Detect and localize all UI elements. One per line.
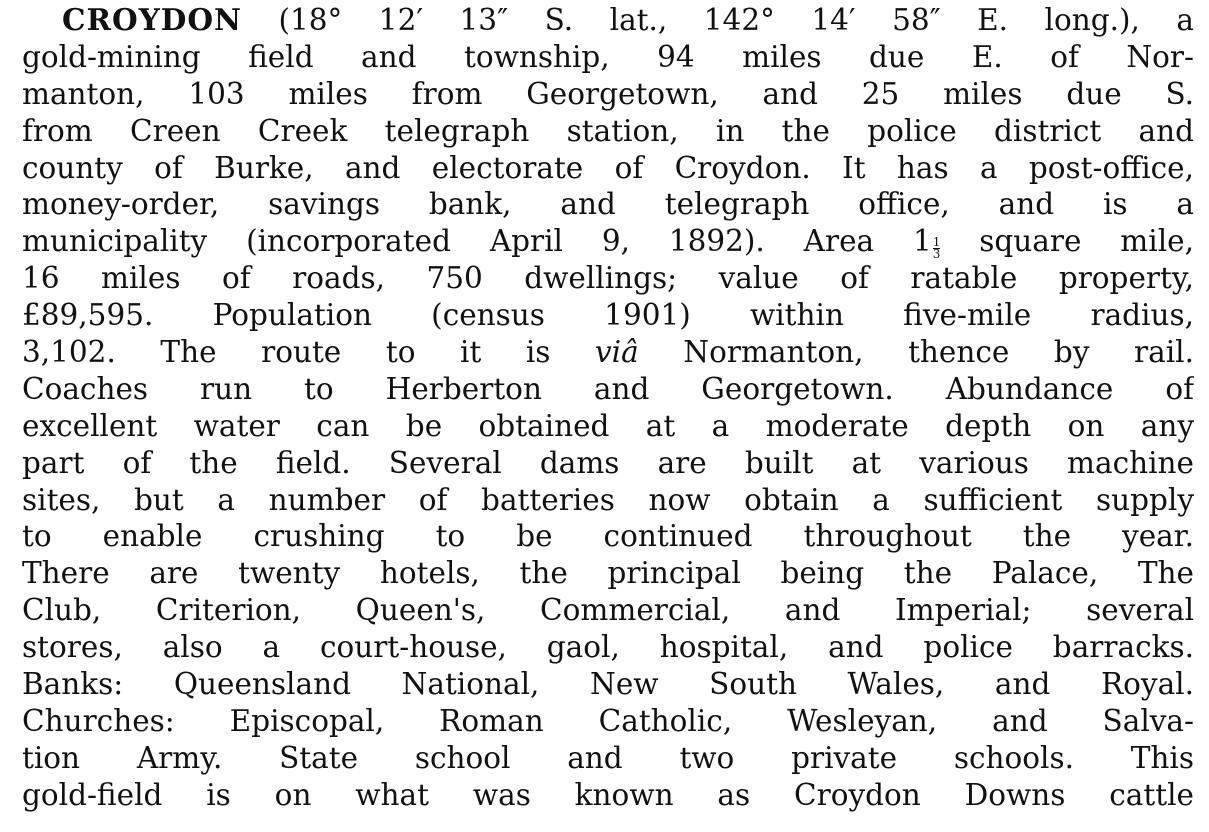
text-line-5: county of Burke, and electorate of Croydon. It has a post-office, (22, 150, 1194, 185)
text-line-20: Churches: Episcopal, Roman Catholic, Wesleyan, and Salva- (22, 703, 1194, 738)
text-line-4: from Creen Creek telegraph station, in the police district and (22, 113, 1194, 148)
text-line-14: sites, but a number of batteries now obtain a sufficient supply (22, 482, 1194, 517)
text-line-16: There are twenty hotels, the principal being the Palace, The (22, 556, 1194, 591)
text-line-17: Club, Criterion, Queen's, Commercial, and Imperial; several (22, 593, 1194, 628)
text-line-1 (22, 2, 1194, 39)
italic-via: viâ (595, 335, 639, 370)
text-line-10 (22, 334, 1194, 371)
text-line-8: 16 miles of roads, 750 dwellings; value of ratable property, (22, 261, 1194, 296)
route-text: 3,102. The route to it is (22, 335, 596, 370)
text-line-15: to enable crushing to be continued throughout the year. (22, 519, 1194, 554)
area-text: municipality (incorporated April 9, 1892). Area 1 (22, 224, 932, 259)
text-line-7 (22, 223, 1194, 260)
route-rest-text: Normanton, thence by rail. (638, 335, 1194, 370)
text-line-13: part of the field. Several dams are built at various machine (22, 445, 1194, 480)
coordinates-text: (18° 12′ 13″ S. lat., 142° 14′ 58″ E. long.), a (242, 3, 1194, 37)
text-line-11: Coaches run to Herberton and Georgetown. Abundance of (22, 371, 1194, 406)
fraction-numerator: 1 (932, 234, 941, 249)
entry-heading: CROYDON (62, 2, 242, 37)
text-line-3: manton, 103 miles from Georgetown, and 25 miles due S. (22, 76, 1194, 111)
text-line-18: stores, also a court-house, gaol, hospital, and police barracks. (22, 630, 1194, 665)
text-line-6: money-order, savings bank, and telegraph office, and is a (22, 187, 1194, 222)
text-line-2: gold-mining field and township, 94 miles due E. of Nor- (22, 39, 1194, 74)
text-line-12: excellent water can be obtained at a moderate depth on any (22, 408, 1194, 443)
area-unit-text: square mile, (940, 224, 1194, 259)
gazetteer-entry (22, 2, 1194, 814)
text-line-19: Banks: Queensland National, New South Wales, and Royal. (22, 667, 1194, 702)
text-line-21: tion Army. State school and two private schools. This (22, 740, 1194, 775)
text-line-22: gold-field is on what was known as Croydon Downs cattle (22, 777, 1194, 812)
text-line-9: £89,595. Population (census 1901) within five-mile radius, (22, 298, 1194, 333)
fraction-denominator: 3 (932, 246, 941, 261)
